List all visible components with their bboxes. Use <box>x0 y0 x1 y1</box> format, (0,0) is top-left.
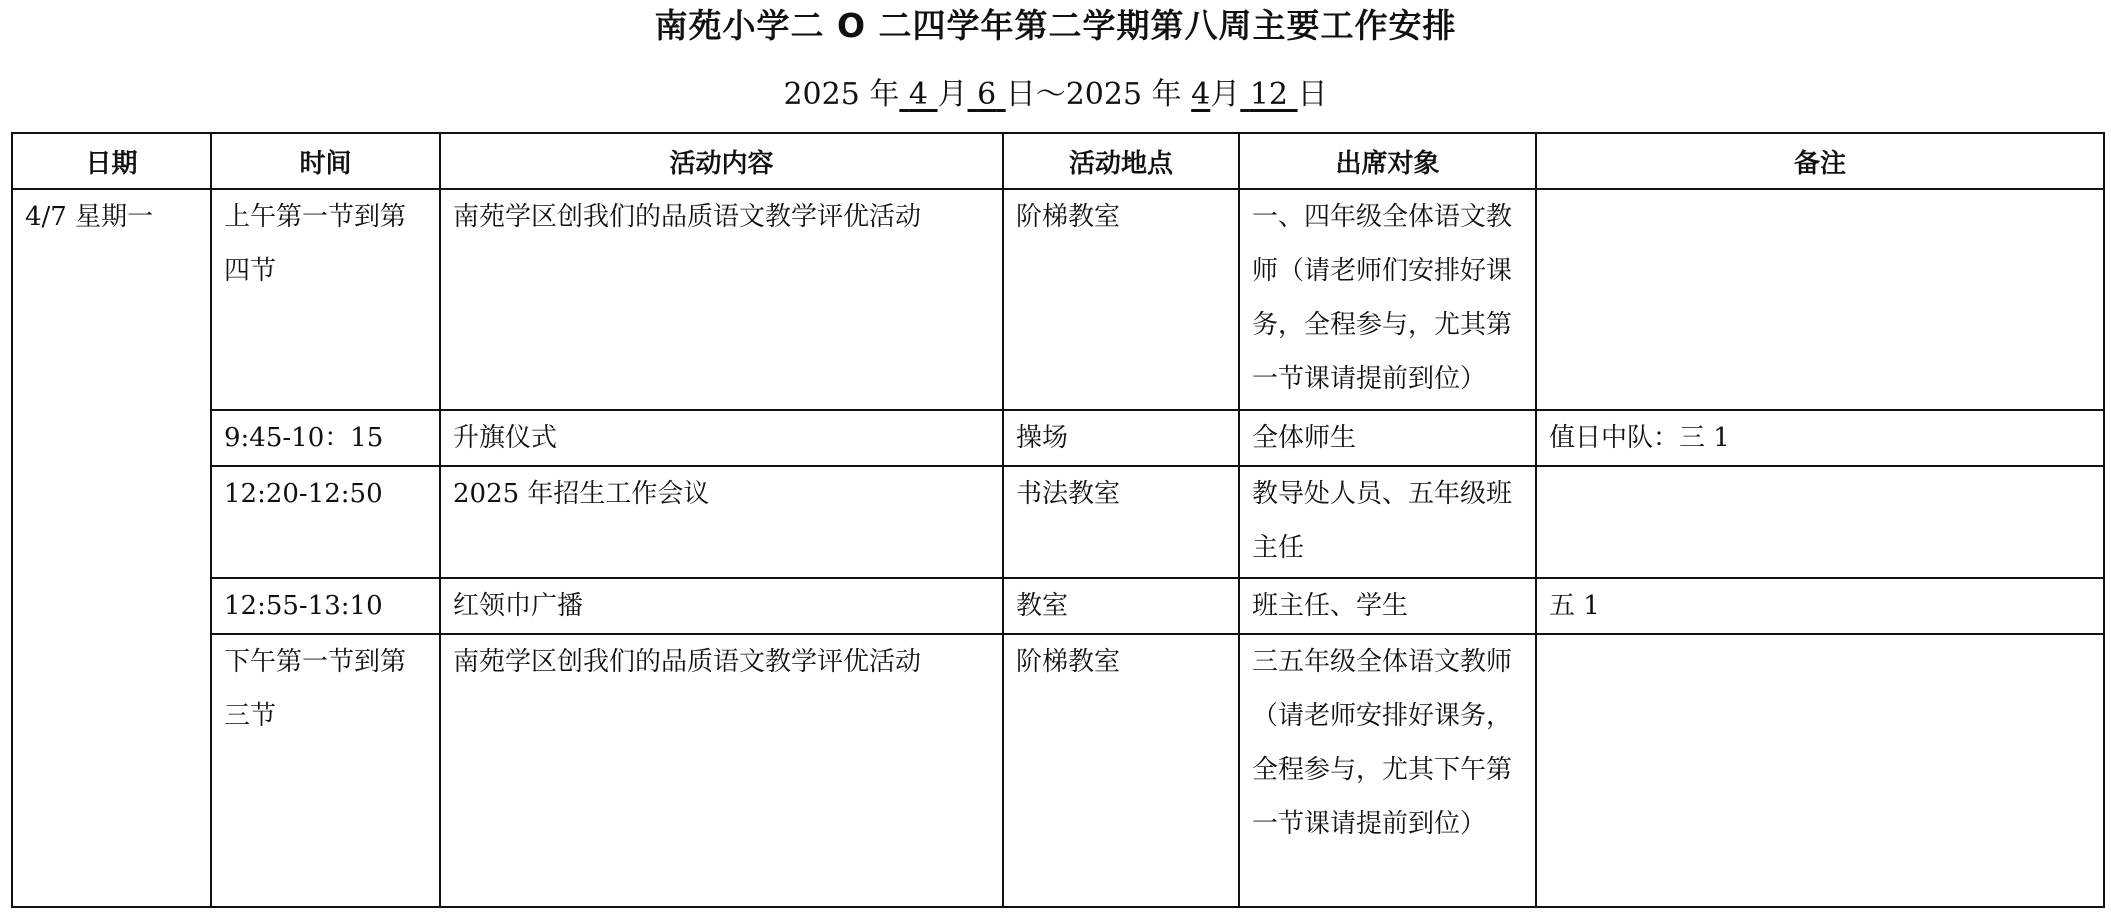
table-row <box>12 578 2104 634</box>
place-cell: 教室 <box>1003 578 1239 634</box>
day-char: 日 <box>1005 77 1036 112</box>
page-title: 南苑小学二 O 二四学年第二学期第八周主要工作安排 <box>654 6 1457 45</box>
time-cell: 上午第一节到第四节 <box>211 189 440 410</box>
header-place: 活动地点 <box>1003 133 1239 189</box>
start-day: 6 <box>977 77 997 112</box>
attendees-cell: 一、四年级全体语文教师（请老师们安排好课务，全程参与，尤其第一节课请提前到位） <box>1239 189 1536 410</box>
header-attendees: 出席对象 <box>1239 133 1536 189</box>
place-cell: 书法教室 <box>1003 466 1239 578</box>
month-char: 月 <box>937 77 968 112</box>
table-row <box>12 634 2104 907</box>
header-note: 备注 <box>1536 133 2104 189</box>
end-month: 4 <box>1191 77 1211 112</box>
activity-cell: 2025 年招生工作会议 <box>440 466 1003 578</box>
place-cell: 阶梯教室 <box>1003 634 1239 907</box>
note-cell <box>1536 466 2104 578</box>
header-time: 时间 <box>211 133 440 189</box>
schedule-table <box>11 132 2105 908</box>
date-range <box>0 70 2111 120</box>
day-char: 日 <box>1297 77 1328 112</box>
date-cell: 4/7 星期一 <box>12 189 211 907</box>
time-cell: 9:45-10：15 <box>211 410 440 466</box>
attendees-cell: 三五年级全体语文教师（请老师安排好课务，全程参与，尤其下午第一节课请提前到位） <box>1239 634 1536 907</box>
activity-cell: 南苑学区创我们的品质语文教学评优活动 <box>440 634 1003 907</box>
end-day: 12 <box>1249 77 1288 112</box>
time-cell: 12:20-12:50 <box>211 466 440 578</box>
header-activity: 活动内容 <box>440 133 1003 189</box>
activity-cell: 红领巾广播 <box>440 578 1003 634</box>
start-month: 4 <box>908 77 928 112</box>
table-row <box>12 410 2104 466</box>
place-cell: 阶梯教室 <box>1003 189 1239 410</box>
activity-cell: 南苑学区创我们的品质语文教学评优活动 <box>440 189 1003 410</box>
attendees-cell: 全体师生 <box>1239 410 1536 466</box>
table-header-row <box>12 133 2104 189</box>
attendees-cell: 班主任、学生 <box>1239 578 1536 634</box>
activity-cell: 升旗仪式 <box>440 410 1003 466</box>
range-separator: ～ <box>1035 77 1066 112</box>
header-date: 日期 <box>12 133 211 189</box>
year-char: 年 <box>1151 77 1182 112</box>
table-row <box>12 466 2104 578</box>
table-row <box>12 189 2104 410</box>
time-cell: 12:55-13:10 <box>211 578 440 634</box>
note-cell <box>1536 634 2104 907</box>
note-cell: 五 1 <box>1536 578 2104 634</box>
time-cell: 下午第一节到第三节 <box>211 634 440 907</box>
month-char: 月 <box>1210 77 1241 112</box>
note-cell: 值日中队：三 1 <box>1536 410 2104 466</box>
attendees-cell: 教导处人员、五年级班主任 <box>1239 466 1536 578</box>
start-year: 2025 <box>783 77 860 112</box>
end-year: 2025 <box>1065 77 1143 112</box>
place-cell: 操场 <box>1003 410 1239 466</box>
note-cell <box>1536 189 2104 410</box>
year-char: 年 <box>869 77 900 112</box>
